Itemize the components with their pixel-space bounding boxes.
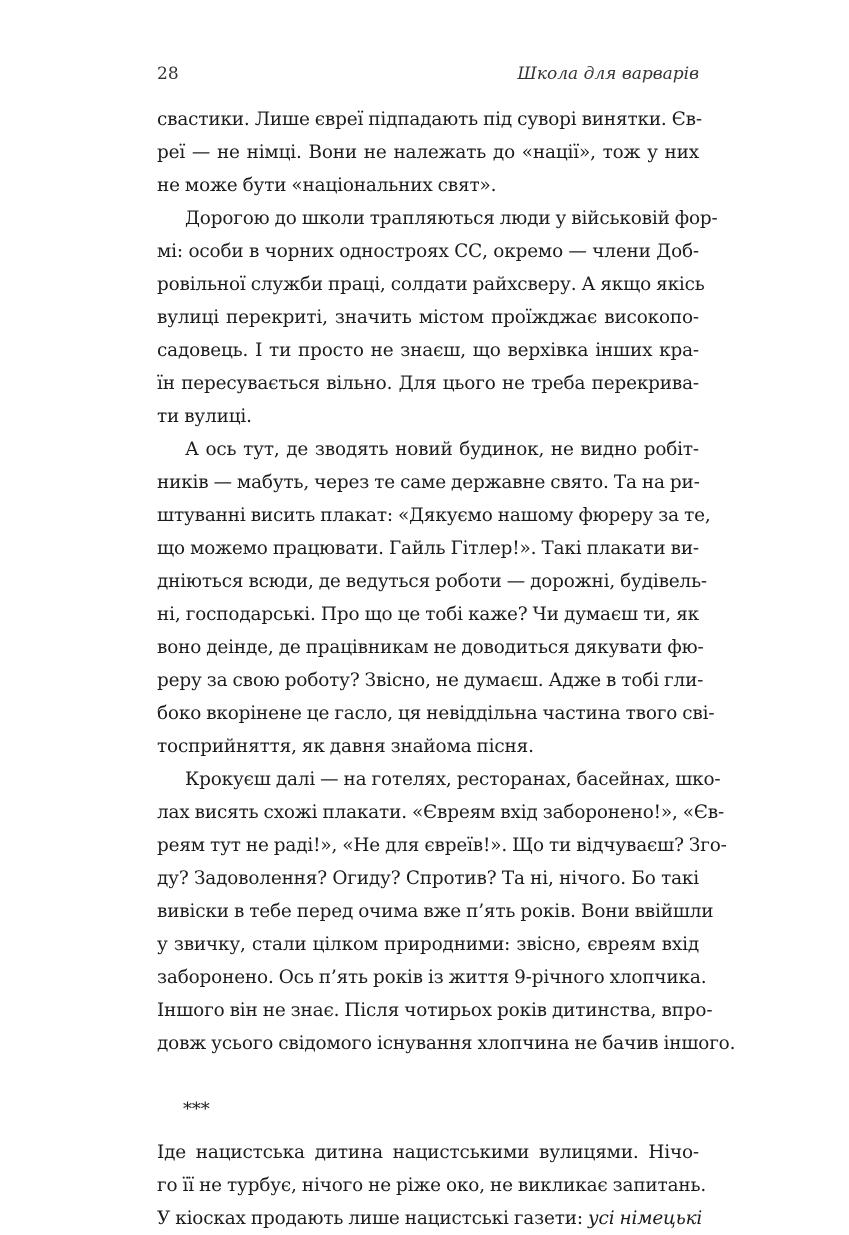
page-header: [157, 62, 699, 86]
section-separator: ***: [183, 1099, 210, 1120]
text-line: тосприйняття, як давня знайома пісня.: [157, 736, 534, 757]
page-number: 28: [157, 64, 179, 84]
text-line: Крокуєш далі — на готелях, ресторанах, басейнах, шко-: [185, 769, 721, 790]
paragraph-1: [157, 103, 702, 202]
text-line: дніються всюди, де ведуться роботи — дорожні, будівель-: [157, 571, 708, 592]
text-line: Іншого він не знає. Після чотирьох років дитинства, впро-: [157, 1000, 713, 1021]
paragraph-4: [157, 763, 736, 1060]
text-line: ти вулиці.: [157, 406, 252, 427]
text-line: не може бути «національних свят».: [157, 175, 497, 196]
text-line: заборонено. Ось п’ять років із життя 9-річного хлопчика.: [157, 967, 707, 988]
text-line: мі: особи в чорних одностроях СС, окремо — члени Доб-: [157, 241, 699, 262]
text-line: ду? Задоволення? Огиду? Спротив? Та ні, нічого. Бо такі: [157, 868, 699, 889]
text-line: Дорогою до школи трапляються люди у військовій фор-: [185, 208, 718, 229]
text-line: Іде нацистська дитина нацистськими вулицями. Нічо-: [157, 1142, 699, 1163]
text-line-with-italic: [157, 1202, 703, 1235]
text-line: їн пересувається вільно. Для цього не треба перекрива-: [157, 373, 699, 394]
text-line: го її не турбує, нічого не ріже око, не викликає запитань.: [157, 1175, 707, 1196]
text-line: ні, господарські. Про що це тобі каже? Чи думаєш ти, як: [157, 604, 699, 625]
text-line: довж усього свідомого існування хлопчина не бачив іншого.: [157, 1033, 736, 1054]
text-line: А ось тут, де зводять новий будинок, не видно робіт-: [185, 439, 699, 460]
text-line: воно деінде, де працівникам не доводиться дякувати фю-: [157, 637, 704, 658]
text-segment: У кіосках продають лише нацистські газети:: [157, 1208, 583, 1229]
italic-text: усі німецькі: [588, 1208, 703, 1229]
text-line: реру за свою роботу? Звісно, не думаєш. Адже в тобі гли-: [157, 670, 704, 691]
paragraph-5: [157, 1136, 707, 1235]
paragraph-3: [157, 433, 715, 763]
text-line: вивіски в тебе перед очима вже п’ять років. Вони ввійшли: [157, 901, 714, 922]
text-line: що можемо працювати. Гайль Гітлер!». Такі плакати ви-: [157, 538, 699, 559]
paragraph-2: [157, 202, 718, 433]
body-text: [157, 103, 736, 1235]
text-line: лах висять схожі плакати. «Євреям вхід заборонено!», «Єв-: [157, 802, 725, 823]
text-line: ників — мабуть, через те саме державне свято. Та на ри-: [157, 472, 700, 493]
text-line: свастики. Лише євреї підпадають під суворі винятки. Єв-: [157, 109, 702, 130]
text-line: реям тут не раді!», «Не для євреїв!». Що ти відчуваєш? Зго-: [157, 835, 727, 856]
running-title: Школа для варварів: [517, 64, 699, 84]
text-line: у звичку, стали цілком природними: звісно, євреям вхід: [157, 934, 699, 955]
text-line: ровільної служби праці, солдати райхсверу. А якщо якісь: [157, 274, 705, 295]
text-line: боко вкорінене це гасло, ця невіддільна частина твого сві-: [157, 703, 715, 724]
text-line: реї — не німці. Вони не належать до «нації», тож у них: [157, 142, 699, 163]
text-line: садовець. І ти просто не знаєш, що верхівка інших кра-: [157, 340, 699, 361]
text-line: вулиці перекриті, значить містом проїжджає високопо-: [157, 307, 699, 328]
text-line: штуванні висить плакат: «Дякуємо нашому фюреру за те,: [157, 505, 711, 526]
